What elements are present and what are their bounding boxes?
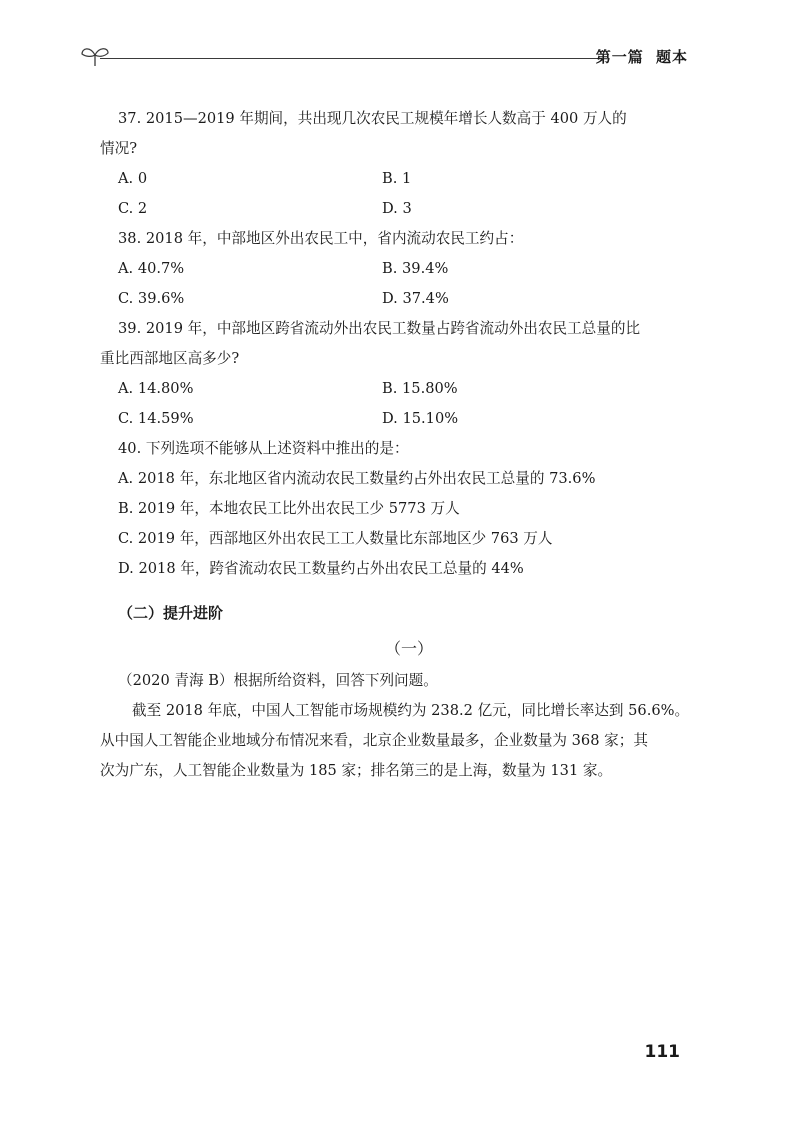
option-a[interactable]: A. 14.80% xyxy=(118,380,194,397)
option-a[interactable]: A. 40.7% xyxy=(118,260,185,277)
option-a[interactable]: A. 0 xyxy=(118,170,148,187)
option-d[interactable]: D. 15.10% xyxy=(382,410,459,427)
question-stem-continuation: 情况? xyxy=(100,140,138,157)
options-row xyxy=(118,194,700,224)
option-d[interactable]: D. 37.4% xyxy=(382,290,449,307)
material-intro: （2020 青海 B）根据所给资料，回答下列问题。 xyxy=(118,672,438,689)
question-38 xyxy=(118,224,700,314)
option-d[interactable]: D. 3 xyxy=(382,200,412,217)
running-head-section: 题本 xyxy=(655,48,688,66)
options-row xyxy=(118,284,700,314)
question-stem xyxy=(118,104,700,134)
page-number: 111 xyxy=(644,1042,680,1062)
page-body xyxy=(100,104,700,786)
options-row xyxy=(118,374,700,404)
option-c[interactable]: C. 14.59% xyxy=(118,410,194,427)
sprout-icon xyxy=(78,38,112,68)
options-row xyxy=(118,254,700,284)
subsection-heading: （一） xyxy=(384,639,433,658)
question-39 xyxy=(100,314,700,434)
option-c[interactable]: C. 2 xyxy=(118,200,148,217)
question-stem-line: 37. 2015—2019 年期间，共出现几次农民工规模年增长人数高于 400 万人的 xyxy=(118,110,627,127)
question-stem-continuation: 重比西部地区高多少? xyxy=(100,350,240,367)
running-head-part: 第一篇 xyxy=(595,48,644,66)
option-d[interactable]: D. 2018 年，跨省流动农民工数量约占外出农民工总量的 44% xyxy=(118,560,524,577)
option-a[interactable]: A. 2018 年，东北地区省内流动农民工数量约占外出农民工总量的 73.6% xyxy=(118,470,596,487)
question-40 xyxy=(118,434,700,584)
material-paragraph-line-2: 从中国人工智能企业地域分布情况来看，北京企业数量最多，企业数量为 368 家；其 xyxy=(100,732,648,749)
header-rule xyxy=(100,58,602,59)
section-title: （二）提升进阶 xyxy=(118,604,224,622)
question-stem: 39. 2019 年，中部地区跨省流动外出农民工数量占跨省流动外出农民工总量的比 xyxy=(118,320,641,337)
question-stem: 38. 2018 年，中部地区外出农民工中，省内流动农民工约占： xyxy=(118,230,524,247)
option-b[interactable]: B. 15.80% xyxy=(382,380,458,397)
page-header xyxy=(78,38,688,78)
question-stem: 40. 下列选项不能够从上述资料中推出的是： xyxy=(118,440,409,457)
option-b[interactable]: B. 39.4% xyxy=(382,260,449,277)
options-row xyxy=(118,404,700,434)
options-row xyxy=(118,164,700,194)
question-37 xyxy=(100,104,700,224)
material-paragraph-line-3: 次为广东，人工智能企业数量为 185 家；排名第三的是上海，数量为 131 家。 xyxy=(100,762,613,779)
option-c[interactable]: C. 2019 年，西部地区外出农民工工人数量比东部地区少 763 万人 xyxy=(118,530,553,547)
running-head xyxy=(590,46,688,67)
option-b[interactable]: B. 2019 年，本地农民工比外出农民工少 5773 万人 xyxy=(118,500,460,517)
material-paragraph-line-1: 截至 2018 年底，中国人工智能市场规模约为 238.2 亿元，同比增长率达到 56.6%。 xyxy=(132,702,690,719)
option-b[interactable]: B. 1 xyxy=(382,170,412,187)
option-c[interactable]: C. 39.6% xyxy=(118,290,185,307)
